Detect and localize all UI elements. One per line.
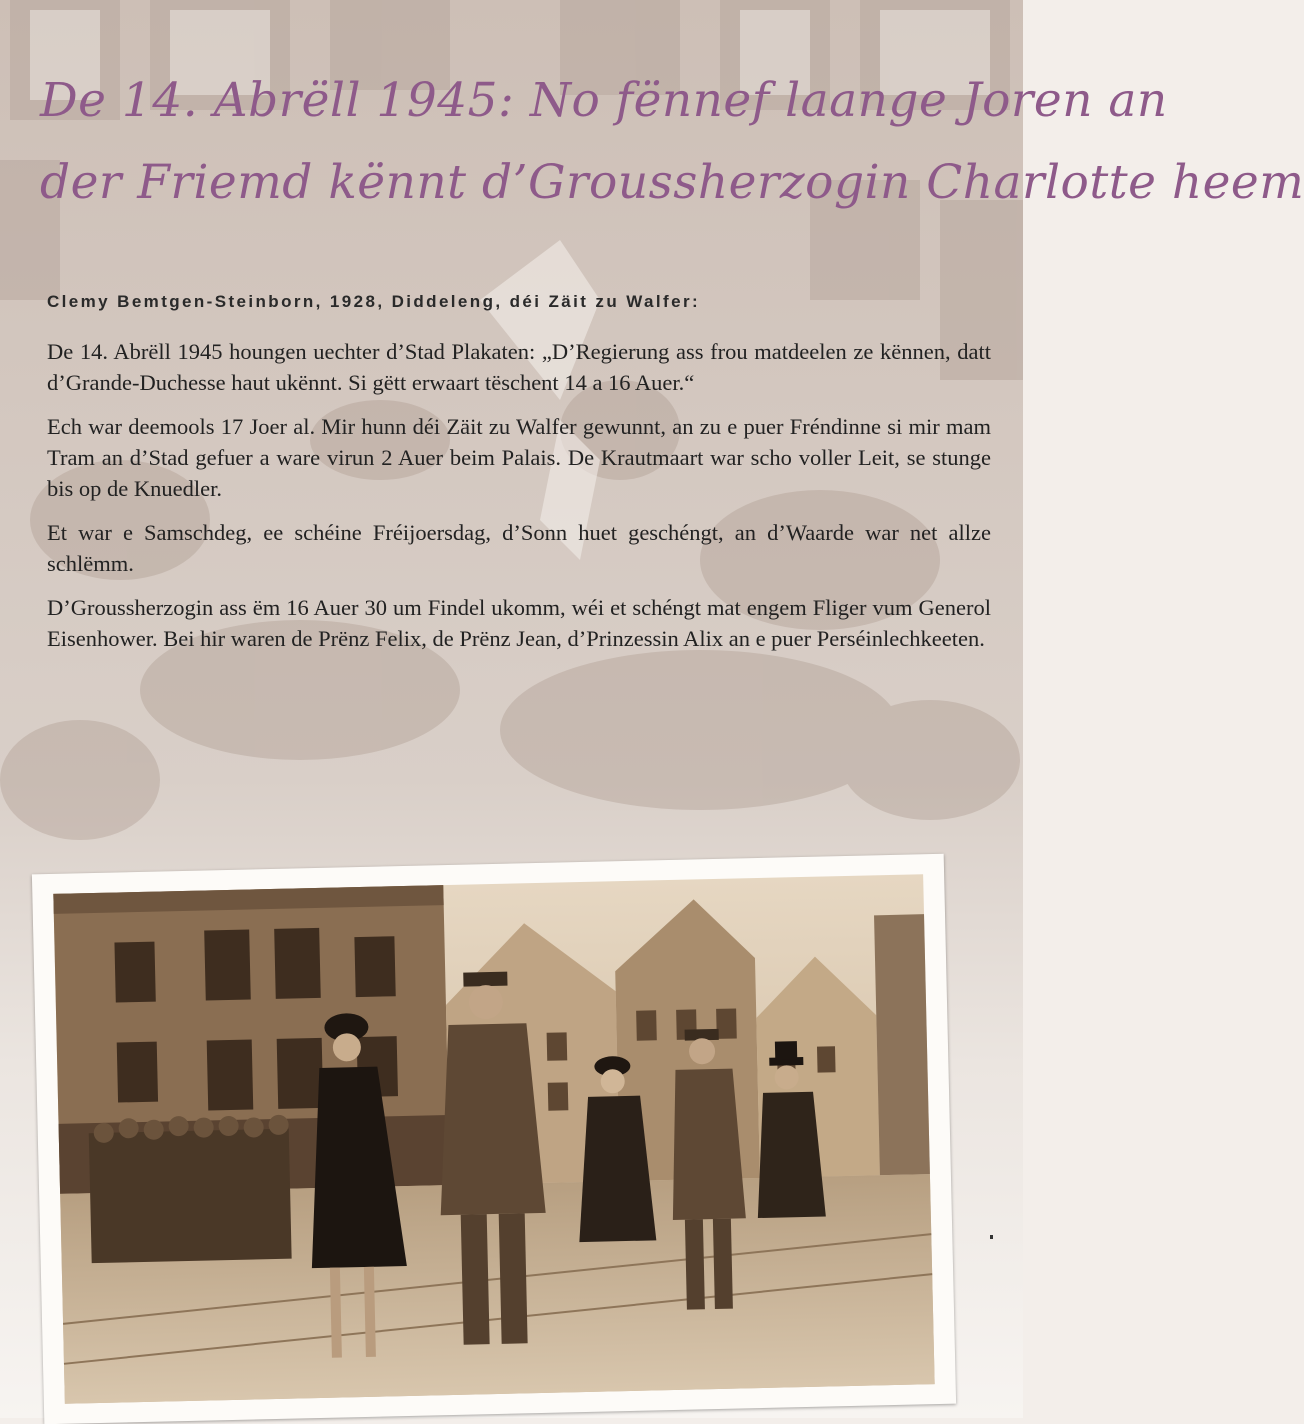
page-title	[40, 60, 1304, 224]
paragraph-3: Et war e Samschdeg, ee schéine Fréijoersdag, d’Sonn huet geschéngt, an d’Waarde war net allze schlëmm.	[47, 520, 991, 576]
paragraph-4: D’Groussherzogin ass ëm 16 Auer 30 um Findel ukomm, wéi et schéngt mat engem Fliger vum Generol Eisenhower. Bei hir waren de Prënz Felix, de Prënz Jean, d’Prinzessin Alix an e puer Perséinlechkeeten.	[47, 595, 991, 651]
paragraph-1: De 14. Abrëll 1945 houngen uechter d’Stad Plakaten: „D’Regierung ass frou matdeelen ze kënnen, datt d’Grande-Duchesse haut ukënnt. Si gëtt erwaart tëschent 14 a 16 Auer.“	[47, 339, 991, 395]
article-body	[47, 336, 991, 667]
photo-print-frame	[32, 854, 956, 1424]
speck	[990, 1235, 993, 1239]
title-line-1: De 14. Abrëll 1945: No fënnef laange Joren an	[40, 73, 1168, 128]
paragraph-2: Ech war deemools 17 Joer al. Mir hunn déi Zäit zu Walfer gewunnt, an zu e puer Fréndinne si mir mam Tram an d’Stad gefuer a ware virun 2 Auer beim Palais. De Krautmaart war scho voller Leit, se stunge bis op de Knuedler.	[47, 414, 991, 501]
author-byline: Clemy Bemtgen-Steinborn, 1928, Diddeleng, déi Zäit zu Walfer:	[47, 292, 701, 311]
historical-photo	[53, 874, 934, 1404]
title-line-2: der Friemd kënnt d’Groussherzogin Charlotte heem	[40, 155, 1304, 210]
